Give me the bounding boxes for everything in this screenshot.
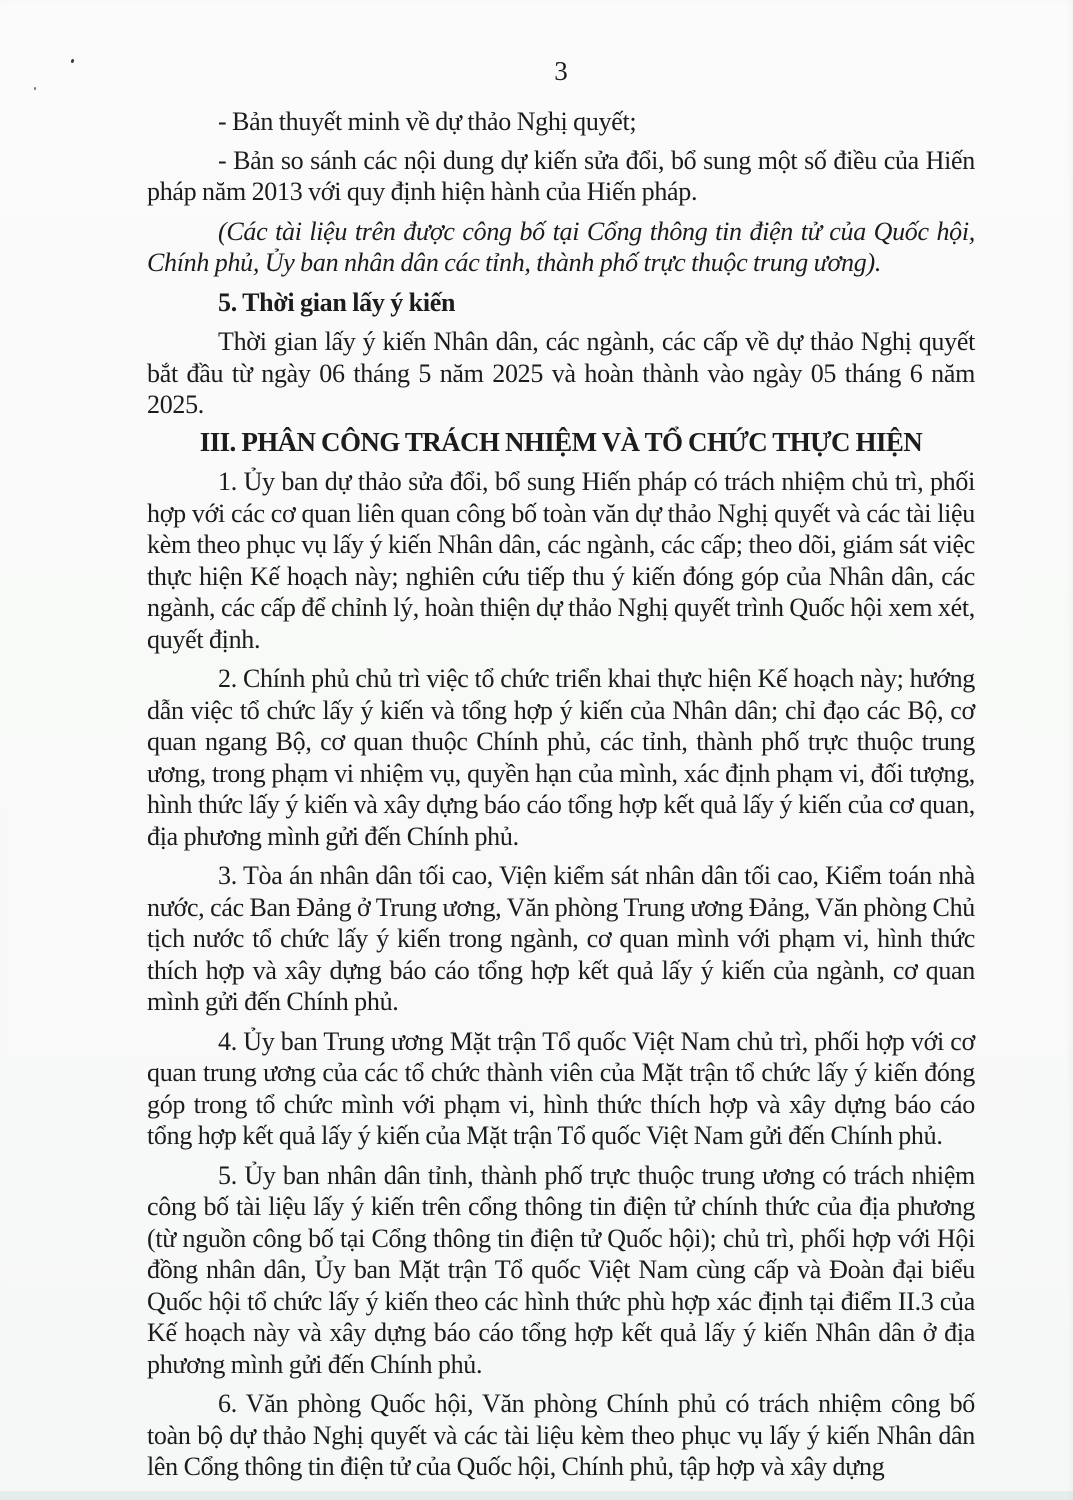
numbered-paragraph-4: 4. Ủy ban Trung ương Mặt trận Tổ quốc Việt Nam chủ trì, phối hợp với cơ quan trung ương của các tổ chức thành viên của Mặt trận tổ chức lấy ý kiến đóng góp trong tổ chức mình với phạm vi, hình thức thích hợp và xây dựng báo cáo tổng hợp kết quả lấy ý kiến của Mặt trận Tổ quốc Việt Nam gửi đến Chính phủ. bbox=[147, 1026, 975, 1150]
document-body bbox=[147, 0, 975, 1483]
numbered-paragraph-6: 6. Văn phòng Quốc hội, Văn phòng Chính phủ có trách nhiệm công bố toàn bộ dự thảo Nghị quyết và các tài liệu kèm theo phục vụ lấy ý kiến Nhân dân lên Cổng thông tin điện tử của Quốc hội, Chính phủ, tập hợp và xây dựng bbox=[147, 1389, 975, 1481]
numbered-paragraph-1: 1. Ủy ban dự thảo sửa đổi, bổ sung Hiến pháp có trách nhiệm chủ trì, phối hợp với các cơ quan liên quan công bố toàn văn dự thảo Nghị quyết và các tài liệu kèm theo phục vụ lấy ý kiến Nhân dân, các ngành, các cấp; theo dõi, giám sát việc thực hiện Kế hoạch này; nghiên cứu tiếp thu ý kiến đóng góp của Nhân dân, các ngành, các cấp để chỉnh lý, hoàn thiện dự thảo Nghị quyết trình Quốc hội xem xét, quyết định. bbox=[147, 467, 975, 654]
list-item-dash-1: - Bản thuyết minh về dự thảo Nghị quyết; bbox=[218, 107, 637, 136]
scan-edge-tint bbox=[0, 1491, 1073, 1500]
paragraph-time-period: Thời gian lấy ý kiến Nhân dân, các ngành, các cấp về dự thảo Nghị quyết bắt đầu từ ngày 06 tháng 5 năm 2025 và hoàn thành vào ngày 05 tháng 6 năm 2025. bbox=[147, 327, 975, 419]
scan-speck bbox=[70, 59, 74, 64]
page-number: 3 bbox=[554, 56, 568, 86]
numbered-paragraph-5: 5. Ủy ban nhân dân tỉnh, thành phố trực thuộc trung ương có trách nhiệm công bố tài liệu lấy ý kiến trên cổng thông tin điện tử chính thức của địa phương (từ nguồn công bố tại Cổng thông tin điện tử Quốc hội); chủ trì, phối hợp với Hội đồng nhân dân, Ủy ban Mặt trận Tổ quốc Việt Nam cùng cấp và Đoàn đại biểu Quốc hội tổ chức lấy ý kiến theo các hình thức phù hợp xác định tại điểm II.3 của Kế hoạch này và xây dựng báo cáo tổng hợp kết quả lấy ý kiến Nhân dân ở địa phương mình gửi đến Chính phủ. bbox=[147, 1160, 975, 1379]
list-item-dash-2: - Bản so sánh các nội dung dự kiến sửa đổi, bổ sung một số điều của Hiến pháp năm 2013 với quy định hiện hành của Hiến pháp. bbox=[147, 145, 975, 206]
numbered-paragraph-2: 2. Chính phủ chủ trì việc tổ chức triển khai thực hiện Kế hoạch này; hướng dẫn việc tổ chức lấy ý kiến và tổng hợp ý kiến của Nhân dân; chỉ đạo các Bộ, cơ quan ngang Bộ, cơ quan thuộc Chính phủ, các tỉnh, thành phố trực thuộc trung ương, trong phạm vi nhiệm vụ, quyền hạn của mình, xác định phạm vi, đối tượng, hình thức lấy ý kiến và xây dựng báo cáo tổng hợp kết quả lấy ý kiến của cơ quan, địa phương mình gửi đến Chính phủ. bbox=[147, 664, 975, 851]
subsection-heading-5: 5. Thời gian lấy ý kiến bbox=[218, 287, 456, 317]
note-parenthetical: (Các tài liệu trên được công bố tại Cổng thông tin điện tử của Quốc hội, Chính phủ, Ủy ban nhân dân các tỉnh, thành phố trực thuộc trung ương). bbox=[147, 216, 975, 277]
scan-speck bbox=[34, 87, 36, 90]
numbered-paragraph-3: 3. Tòa án nhân dân tối cao, Viện kiểm sát nhân dân tối cao, Kiểm toán nhà nước, các Ban Đảng ở Trung ương, Văn phòng Trung ương Đảng, Văn phòng Chủ tịch nước tổ chức lấy ý kiến trong ngành, cơ quan mình với phạm vi, hình thức thích hợp và xây dựng báo cáo tổng hợp kết quả lấy ý kiến của ngành, cơ quan mình gửi đến Chính phủ. bbox=[147, 861, 975, 1016]
section-heading-iii: III. PHÂN CÔNG TRÁCH NHIỆM VÀ TỔ CHỨC THỰC HIỆN bbox=[199, 426, 923, 457]
